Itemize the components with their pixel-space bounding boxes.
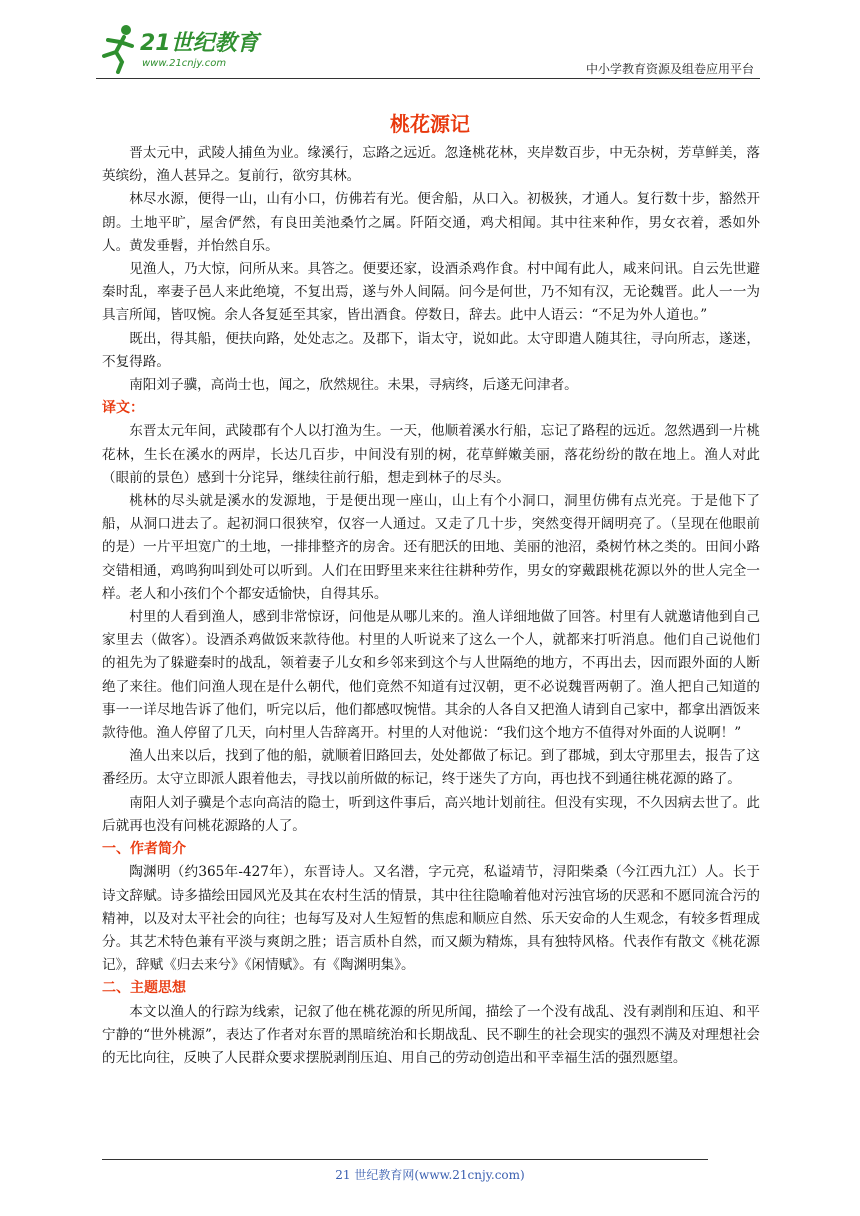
page-header (96, 22, 760, 84)
section-heading: 译文： (102, 400, 144, 417)
logo-url: www.21cnjy.com (142, 58, 227, 69)
paragraph: 村里的人看到渔人，感到非常惊讶，问他是从哪儿来的。渔人详细地做了回答。村里有人就邀请他到自己家里去（做客）。设酒杀鸡做饭来款待他。村里的人听说来了这么一个人，就都来打听消息。他们自己说他们的祖先为了躲避秦时的战乱，领着妻子儿女和乡邻来到这个与人世隔绝的地方，不再出去，因而跟外面的人断绝了来往。他们问渔人现在是什么朝代，他们竟然不知道有过汉朝，更不必说魏晋两朝了。渔人把自己知道的事一一详尽地告诉了他们，听完以后，他们都感叹惋惜。其余的人各自又把渔人请到自己家中，都拿出酒饭来款待他。渔人停留了几天，向村里人告辞离开。村里的人对他说：“我们这个地方不值得对外面的人说啊！” (102, 609, 760, 742)
runner-logo-icon (96, 22, 140, 74)
paragraph: 晋太元中，武陵人捕鱼为业。缘溪行，忘路之远近。忽逢桃花林，夹岸数百步，中无杂树，芳草鲜美，落英缤纷，渔人甚异之。复前行，欲穷其林。 (102, 145, 760, 185)
paragraph: 见渔人，乃大惊，问所从来。具答之。便要还家，设酒杀鸡作食。村中闻有此人，咸来问讯。自云先世避秦时乱，率妻子邑人来此绝境，不复出焉，遂与外人间隔。问今是何世，乃不知有汉，无论魏晋。此人一一为具言所闻，皆叹惋。余人各复延至其家，皆出酒食。停数日，辞去。此中人语云：“不足为外人道也。” (102, 261, 760, 324)
paragraph: 南阳刘子骥，高尚士也，闻之，欣然规往。未果，寻病终，后遂无问津者。 (129, 377, 578, 394)
paragraph: 本文以渔人的行踪为线索，记叙了他在桃花源的所见所闻，描绘了一个没有战乱、没有剥削和压迫、和平宁静的“世外桃源”，表达了作者对东晋的黑暗统治和长期战乱、民不聊生的社会现实的强烈不满及对理想社会的无比向往，反映了人民群众要求摆脱剥削压迫、用自己的劳动创造出和平幸福生活的强烈愿望。 (102, 1003, 760, 1066)
paragraph: 陶渊明（约365年-427年），东晋诗人。又名潜，字元亮，私谥靖节，浔阳柴桑（今江西九江）人。长于诗文辞赋。诗多描绘田园风光及其在农村生活的情景，其中往往隐喻着他对污浊官场的厌恶和不愿同流合污的精神，以及对太平社会的向往；也每写及对人生短暂的焦虑和顺应自然、乐天安命的人生观念，有较多哲理成分。其艺术特色兼有平淡与爽朗之胜；语言质朴自然，而又颇为精炼，具有独特风格。代表作有散文《桃花源记》，辞赋《归去来兮》《闲情赋》。有《陶渊明集》。 (102, 864, 760, 974)
logo (96, 22, 276, 78)
paragraph: 林尽水源，便得一山，山有小口，仿佛若有光。便舍船，从口入。初极狭，才通人。复行数十步，豁然开朗。土地平旷，屋舍俨然，有良田美池桑竹之属。阡陌交通，鸡犬相闻。其中往来种作，男女衣着，悉如外人。黄发垂髫，并怡然自乐。 (102, 191, 760, 254)
paragraph: 渔人出来以后，找到了他的船，就顺着旧路回去，处处都做了标记。到了郡城，到太守那里去，报告了这番经历。太守立即派人跟着他去，寻找以前所做的标记，终于迷失了方向，再也找不到通往桃花源的路了。 (102, 748, 760, 788)
footer-divider (102, 1159, 708, 1160)
translation-section (102, 397, 760, 838)
page-title: 桃花源记 (390, 112, 470, 136)
author-section (102, 838, 760, 977)
theme-section (102, 977, 760, 1070)
paragraph: 东晋太元年间，武陵郡有个人以打渔为生。一天，他顺着溪水行船，忘记了路程的远近。忽然遇到一片桃花林，生长在溪水的两岸，长达几百步，中间没有别的树，花草鲜嫩美丽，落花纷纷的散在地上。渔人对此（眼前的景色）感到十分诧异，继续往前行船，想走到林子的尽头。 (102, 423, 760, 486)
platform-name: 中小学教育资源及组卷应用平台 (585, 62, 754, 76)
section-heading: 一、作者简介 (102, 841, 186, 858)
document-body (102, 142, 760, 1070)
original-text (102, 142, 760, 397)
paragraph: 既出，得其船，便扶向路，处处志之。及郡下，诣太守，说如此。太守即遣人随其往，寻向所志，遂迷，不复得路。 (102, 330, 760, 370)
page-footer: 21 世纪教育网(www.21cnjy.com) (335, 1168, 525, 1182)
section-heading: 二、主题思想 (102, 980, 186, 997)
header-divider (96, 78, 760, 79)
logo-text: 21世纪教育 (140, 31, 259, 56)
paragraph: 南阳人刘子骥是个志向高洁的隐士，听到这件事后，高兴地计划前往。但没有实现，不久因病去世了。此后就再也没有问桃花源路的人了。 (102, 794, 760, 834)
paragraph: 桃林的尽头就是溪水的发源地，于是便出现一座山，山上有个小洞口，洞里仿佛有点光亮。于是他下了船，从洞口进去了。起初洞口很狭窄，仅容一人通过。又走了几十步，突然变得开阔明亮了。（呈现在他眼前的是）一片平坦宽广的土地，一排排整齐的房舍。还有肥沃的田地、美丽的池沼，桑树竹林之类的。田间小路交错相通，鸡鸣狗叫到处可以听到。人们在田野里来来往往耕种劳作，男女的穿戴跟桃花源以外的世人完全一样。老人和小孩们个个都安适愉快，自得其乐。 (102, 493, 760, 602)
